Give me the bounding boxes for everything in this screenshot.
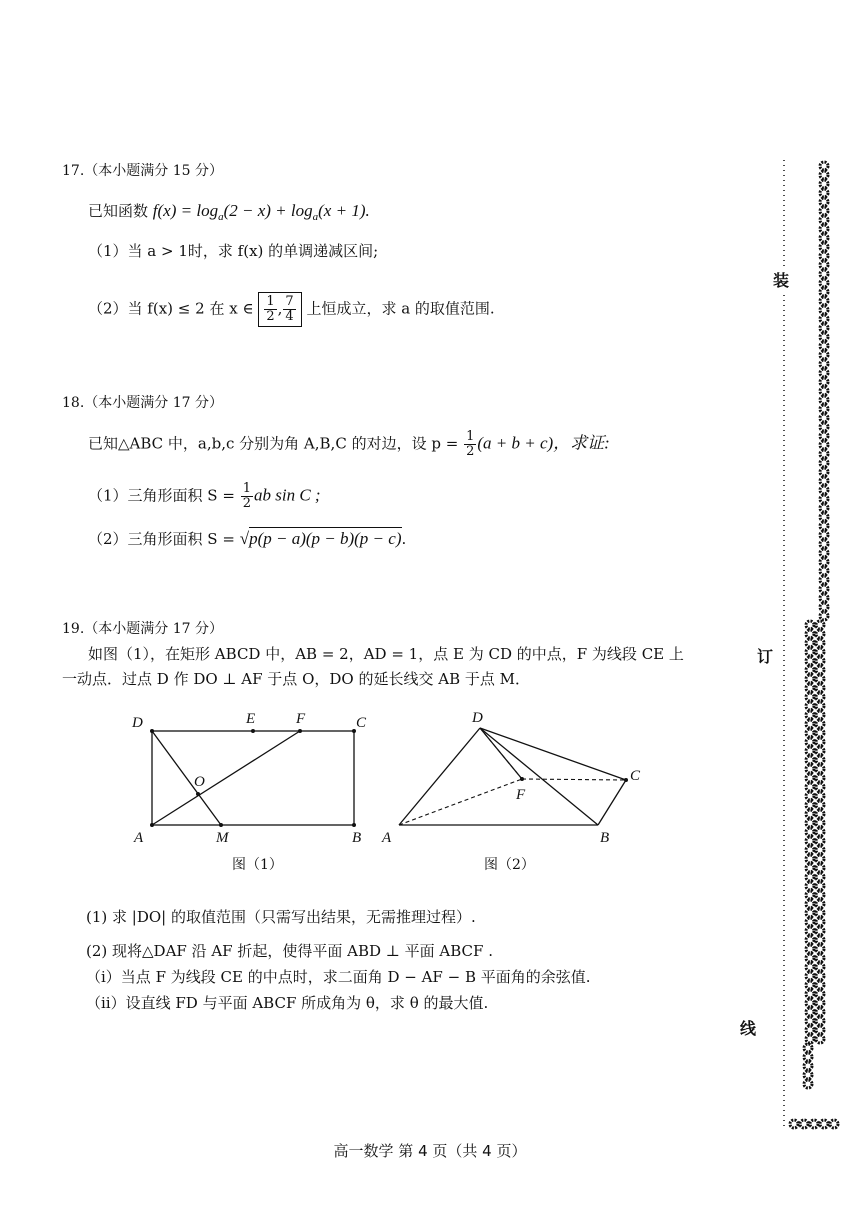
gear-icon <box>804 1062 812 1070</box>
gear-icon <box>806 666 814 674</box>
fig1-label-b: B <box>352 830 362 846</box>
gear-icon <box>806 783 814 791</box>
gear-icon <box>820 315 828 323</box>
gear-icon <box>820 369 828 377</box>
gear-icon <box>816 837 824 845</box>
gear-icon <box>820 522 828 530</box>
q19-header: 19.（本小题满分 17 分） <box>62 621 223 637</box>
q19-part2-ii: （ⅱ）设直线 FD 与平面 ABCF 所成角为 θ，求 θ 的最大值. <box>86 994 489 1012</box>
gear-icon <box>820 243 828 251</box>
figure-2-folded <box>380 700 660 850</box>
gear-icon <box>820 252 828 260</box>
gear-icon <box>816 1008 824 1016</box>
q19-part1: (1) 求 |DO| 的取值范围（只需写出结果，无需推理过程）. <box>86 908 476 926</box>
gear-icon <box>820 216 828 224</box>
gear-icon <box>806 684 814 692</box>
gear-icon <box>806 909 814 917</box>
q17-header: 17.（本小题满分 15 分） <box>62 163 223 179</box>
gear-icon <box>806 990 814 998</box>
gear-icon <box>820 423 828 431</box>
gear-icon <box>820 486 828 494</box>
gear-icon <box>820 513 828 521</box>
gear-icon <box>816 882 824 890</box>
gear-icon <box>806 621 814 629</box>
gear-icon <box>806 918 814 926</box>
gear-icon <box>820 378 828 386</box>
gear-icon <box>816 756 824 764</box>
gear-icon <box>790 1120 798 1128</box>
q17-part2: （2）当 f(x) ≤ 2 在 x ∈ $\frac{1}{2}$ , $\frac{7}{4}$ 上恒成立，求 a 的取值范围. <box>88 292 495 327</box>
gear-icon <box>820 342 828 350</box>
figure-1-rectangle <box>120 700 380 850</box>
gear-icon <box>820 225 828 233</box>
gear-icon <box>806 792 814 800</box>
gear-icon <box>816 873 824 881</box>
gear-icon <box>816 810 824 818</box>
gear-icon <box>816 963 824 971</box>
rect-abcd <box>152 731 354 825</box>
gear-icon <box>820 324 828 332</box>
gear-icon <box>804 1071 812 1079</box>
gear-icon <box>820 270 828 278</box>
gear-icon <box>816 774 824 782</box>
gear-icon <box>816 720 824 728</box>
gear-icon <box>820 450 828 458</box>
gear-icon <box>820 360 828 368</box>
gear-icon <box>806 1017 814 1025</box>
gear-icon <box>816 981 824 989</box>
gear-icon <box>820 261 828 269</box>
gear-icon <box>806 774 814 782</box>
segment-af <box>152 731 300 825</box>
gear-icon <box>816 801 824 809</box>
gear-icon <box>820 162 828 170</box>
gear-icon <box>816 972 824 980</box>
gear-icon <box>816 891 824 899</box>
gear-icon <box>820 540 828 548</box>
margin-char-ding: 订 <box>757 644 773 667</box>
gear-icon <box>806 648 814 656</box>
fig1-label-m: M <box>216 830 229 846</box>
q19-part2-i: （ⅰ）当点 F 为线段 CE 的中点时，求二面角 D − AF − B 平面角的余弦值. <box>86 968 591 986</box>
gear-icon <box>806 927 814 935</box>
gear-icon <box>816 1035 824 1043</box>
fig1-label-a: A <box>134 830 144 846</box>
gear-icon <box>806 702 814 710</box>
gear-icon <box>820 288 828 296</box>
gear-icon <box>806 972 814 980</box>
gear-icon <box>820 441 828 449</box>
gear-icon <box>820 567 828 575</box>
gear-icon <box>816 666 824 674</box>
gear-icon <box>816 999 824 1007</box>
gear-icon <box>820 432 828 440</box>
gear-icon <box>820 603 828 611</box>
gear-icon <box>806 765 814 773</box>
gear-icon <box>804 1044 812 1052</box>
q18-part2: （2）三角形面积 S = √p(p − a)(p − b)(p − c). <box>88 529 407 548</box>
gear-icon <box>816 819 824 827</box>
gear-icon <box>804 1080 812 1088</box>
gear-icon <box>816 945 824 953</box>
binding-margin <box>780 160 860 1140</box>
gear-icon <box>816 927 824 935</box>
gear-icon <box>806 873 814 881</box>
gear-icon <box>806 828 814 836</box>
gear-icon <box>806 1026 814 1034</box>
gear-icon <box>820 594 828 602</box>
fig1-label-o: O <box>194 774 205 790</box>
gear-icon <box>806 639 814 647</box>
gear-icon <box>806 864 814 872</box>
gear-icon <box>816 954 824 962</box>
gear-icon <box>806 1008 814 1016</box>
gear-icon <box>820 297 828 305</box>
fig2-label-c: C <box>630 768 641 784</box>
gear-icon <box>806 729 814 737</box>
gear-icon <box>816 711 824 719</box>
gear-icon <box>820 1120 828 1128</box>
gear-icon <box>820 585 828 593</box>
q18-part1: （1）三角形面积 S = $\frac{1}{2}$ ab sin C ; <box>88 481 321 511</box>
gear-icon <box>820 558 828 566</box>
gear-icon <box>820 405 828 413</box>
gear-icon <box>816 729 824 737</box>
gear-icon <box>806 999 814 1007</box>
gear-icon <box>820 189 828 197</box>
gear-icon <box>806 954 814 962</box>
gear-icon <box>816 864 824 872</box>
gear-icon <box>820 396 828 404</box>
gear-icon <box>806 891 814 899</box>
gear-icon <box>806 936 814 944</box>
gear-icon <box>816 1026 824 1034</box>
gear-icon <box>816 909 824 917</box>
gear-icon <box>816 828 824 836</box>
gear-icon <box>820 504 828 512</box>
gear-icon <box>816 783 824 791</box>
gear-icon <box>816 765 824 773</box>
gear-icon <box>806 900 814 908</box>
gear-icon <box>806 945 814 953</box>
gear-icon <box>820 468 828 476</box>
gear-icon <box>816 936 824 944</box>
gear-icon <box>816 855 824 863</box>
figure-2-caption: 图（2） <box>484 857 535 873</box>
gear-icon <box>806 846 814 854</box>
gear-icon <box>806 675 814 683</box>
gear-icon <box>820 414 828 422</box>
gear-icon <box>820 234 828 242</box>
gear-icon <box>820 207 828 215</box>
q19-stem-line1: 如图（1），在矩形 ABCD 中，AB = 2，AD = 1，点 E 为 CD 的中点，F 为线段 CE 上 <box>88 645 684 663</box>
gear-icon <box>816 648 824 656</box>
gear-icon <box>816 684 824 692</box>
gear-icon <box>820 531 828 539</box>
gear-icon <box>820 459 828 467</box>
q19-part2: (2) 现将△DAF 沿 AF 折起，使得平面 ABD ⊥ 平面 ABCF . <box>86 942 493 960</box>
gear-icon <box>820 351 828 359</box>
fig2-label-a: A <box>382 830 392 846</box>
gear-icon <box>816 639 824 647</box>
gear-icon <box>806 810 814 818</box>
gear-icon <box>800 1120 808 1128</box>
gear-icon <box>816 675 824 683</box>
gear-icon <box>816 792 824 800</box>
gear-icon <box>830 1120 838 1128</box>
gear-icon <box>816 702 824 710</box>
gear-icon <box>820 612 828 620</box>
gear-icon <box>816 1017 824 1025</box>
interval-bracket: $\frac{1}{2}$ , $\frac{7}{4}$ <box>258 292 301 327</box>
fig1-label-f: F <box>296 711 306 727</box>
gear-icon <box>820 333 828 341</box>
gear-icon <box>820 576 828 584</box>
gear-icon <box>816 657 824 665</box>
gear-icon <box>820 477 828 485</box>
gear-icon <box>816 990 824 998</box>
gear-icon <box>806 819 814 827</box>
fig2-label-f: F <box>516 787 526 803</box>
gear-icon <box>806 801 814 809</box>
gear-icon <box>806 855 814 863</box>
fig2-label-b: B <box>600 830 610 846</box>
gear-icon <box>806 711 814 719</box>
gear-icon <box>806 747 814 755</box>
fig2-label-d: D <box>472 710 483 726</box>
gear-icon <box>806 693 814 701</box>
gear-icon <box>806 882 814 890</box>
gear-icon <box>820 180 828 188</box>
gear-icon <box>820 495 828 503</box>
q18-stem: 已知△ABC 中，a,b,c 分别为角 A,B,C 的对边，设 p = $\frac{1}{2}$ (a + b + c)，求证: <box>88 429 610 459</box>
gear-icon <box>820 198 828 206</box>
gear-icon <box>806 1035 814 1043</box>
gear-icon <box>820 171 828 179</box>
q19-stem-line2: 一动点．过点 D 作 DO ⊥ AF 于点 O，DO 的延长线交 AB 于点 M． <box>62 670 530 688</box>
gear-icon <box>820 279 828 287</box>
gear-icon <box>806 657 814 665</box>
gear-icon <box>806 837 814 845</box>
gear-icon <box>810 1120 818 1128</box>
gear-icon <box>806 738 814 746</box>
gear-icon <box>816 693 824 701</box>
segment-dm <box>152 731 221 825</box>
gear-icon <box>816 900 824 908</box>
gear-icon <box>806 756 814 764</box>
fig1-label-d: D <box>132 715 143 731</box>
gear-icon <box>806 630 814 638</box>
gear-icon <box>816 846 824 854</box>
gear-icon <box>806 720 814 728</box>
margin-char-xian: 线 <box>740 1016 756 1039</box>
gear-icon <box>820 306 828 314</box>
gear-icon <box>816 621 824 629</box>
gear-icon <box>820 549 828 557</box>
q17-stem: 已知函数 $f(x) = \log_a(2 - x) + \log_a(x + 1)$. <box>88 201 370 223</box>
gear-icon <box>816 738 824 746</box>
binding-gear-chain <box>790 162 838 1128</box>
figure-1-caption: 图（1） <box>232 857 283 873</box>
gear-icon <box>816 918 824 926</box>
q18-header: 18.（本小题满分 17 分） <box>62 395 223 411</box>
q17-part1: （1）当 a > 1时，求 f(x) 的单调递减区间; <box>88 242 379 260</box>
gear-icon <box>816 747 824 755</box>
gear-icon <box>816 630 824 638</box>
fig1-label-e: E <box>246 711 256 727</box>
gear-icon <box>806 963 814 971</box>
page-footer: 高一数学 第 4 页（共 4 页） <box>333 1142 527 1160</box>
gear-icon <box>804 1053 812 1061</box>
fig1-label-c: C <box>356 715 367 731</box>
margin-char-zhuang: 装 <box>773 268 789 291</box>
gear-icon <box>806 981 814 989</box>
gear-icon <box>820 387 828 395</box>
